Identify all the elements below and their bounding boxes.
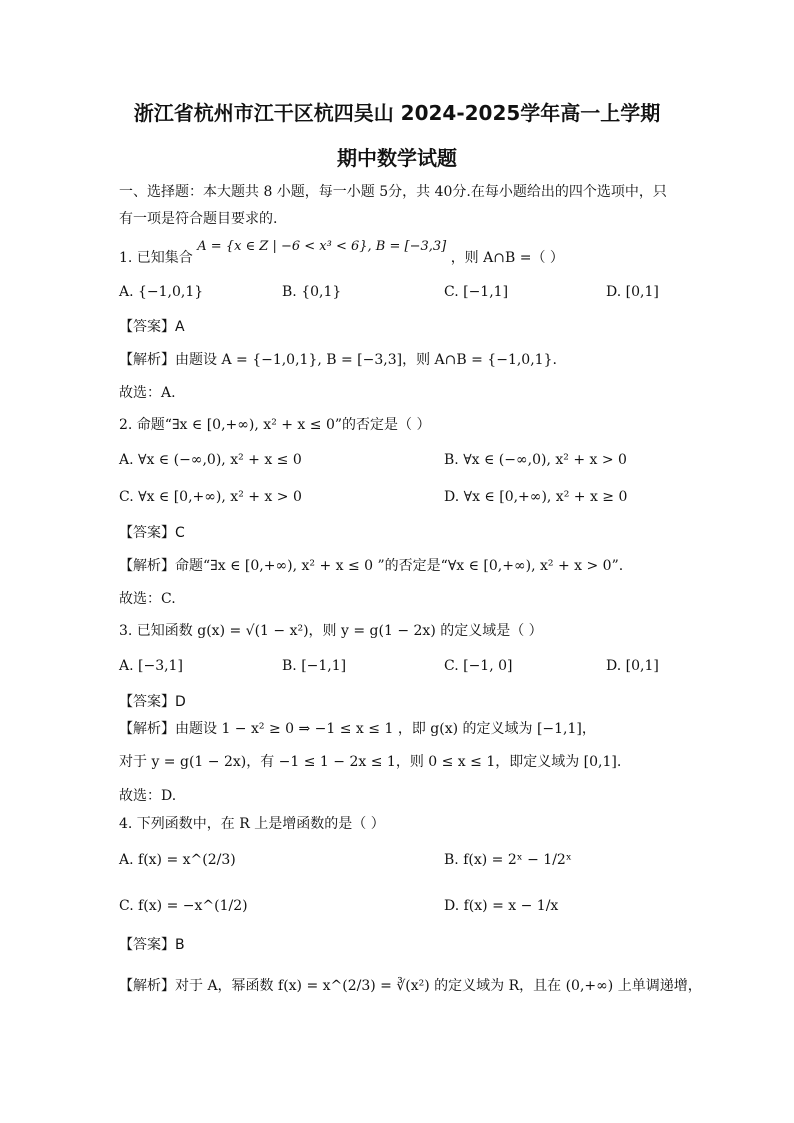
analysis-tag: 【解析】 [119,721,175,737]
choose-prefix: 故选： [119,591,161,607]
q1-choose [119,382,176,402]
q1-choose-value: A. [161,385,176,401]
q3-option-c: C. [−1, 0] [444,658,513,674]
q3-option-b: B. [−1,1] [282,658,347,674]
q1-stem-suffix: ，则 A∩B =（ ） [450,250,564,266]
q3-option-d: D. [0,1] [606,658,659,674]
page-subtitle: 期中数学试题 [337,146,457,170]
q1-option-b: B. {0,1} [282,284,342,300]
q3-choose-value: D. [161,788,177,804]
q3-answer [119,691,186,711]
q2-option-c: C. ∀x ∈ [0,+∞), x² + x > 0 [119,489,302,505]
q4-analysis [119,975,702,995]
analysis-tag: 【解析】 [119,978,175,994]
q4-answer [119,934,185,954]
q3-answer-value: D [175,694,186,710]
q2-choose-value: C. [161,591,176,607]
answer-tag: 【答案】 [119,694,175,710]
question-3-stem: 3. 已知函数 g(x) = √(1 − x²)，则 y = g(1 − 2x) 的定义域是（ ） [119,623,543,639]
q2-option-a: A. ∀x ∈ (−∞,0), x² + x ≤ 0 [119,452,302,468]
q1-answer-value: A [175,319,185,335]
q1-option-a: A. {−1,0,1} [119,284,204,300]
q2-choose [119,588,176,608]
analysis-tag: 【解析】 [119,352,175,368]
question-4-stem: 4. 下列函数中，在 R 上是增函数的是（ ） [119,816,385,832]
q3-option-a: A. [−3,1] [119,658,183,674]
q2-answer [119,522,185,542]
q2-answer-value: C [175,525,185,541]
q4-option-c: C. f(x) = −x^(1/2) [119,898,248,914]
q4-option-d: D. f(x) = x − 1/x [444,898,559,914]
q2-option-d: D. ∀x ∈ [0,+∞), x² + x ≥ 0 [444,489,628,505]
q1-analysis-text: 由题设 A = {−1,0,1}, B = [−3,3]，则 A∩B = {−1,0,1}. [175,352,557,368]
q1-answer [119,316,185,336]
choose-prefix: 故选： [119,385,161,401]
q4-option-b: B. f(x) = 2ˣ − 1/2ˣ [444,852,572,868]
analysis-tag: 【解析】 [119,558,175,574]
section-header-cont: 有一项是符合题目要求的. [119,211,278,227]
q2-analysis-text: 命题“∃x ∈ [0,+∞), x² + x ≤ 0 ”的否定是“∀x ∈ [0,+∞), x² + x > 0”. [175,558,624,574]
q4-option-a: A. f(x) = x^(2/3) [119,852,236,868]
answer-tag: 【答案】 [119,319,175,335]
q2-analysis [119,555,623,575]
q4-answer-value: B [175,937,185,953]
q2-option-b: B. ∀x ∈ (−∞,0), x² + x > 0 [444,452,627,468]
q3-choose [119,785,176,805]
q3-analysis-1 [119,718,596,738]
q3-analysis-2: 对于 y = g(1 − 2x)，有 −1 ≤ 1 − 2x ≤ 1，则 0 ≤ x ≤ 1，即定义域为 [0,1]. [119,754,622,770]
q1-set-definition: A = {x ∈ Z | −6 < x³ < 6}, B = [−3,3] [197,239,447,254]
choose-prefix: 故选： [119,788,161,804]
answer-tag: 【答案】 [119,937,175,953]
section-header: 一、选择题：本大题共 8 小题，每一小题 5分，共 40分.在每小题给出的四个选项中，只 [119,184,667,200]
answer-tag: 【答案】 [119,525,175,541]
q1-stem-prefix: 1. 已知集合 [119,250,193,266]
q1-option-c: C. [−1,1] [444,284,509,300]
q1-analysis [119,349,557,369]
q3-analysis-text-1: 由题设 1 − x² ≥ 0 ⇒ −1 ≤ x ≤ 1 ，即 g(x) 的定义域为 [−1,1]， [175,721,596,737]
page-title: 浙江省杭州市江干区杭四吴山 2024-2025学年高一上学期 [133,101,661,125]
question-1-stem [119,239,564,267]
question-2-stem: 2. 命题“∃x ∈ [0,+∞), x² + x ≤ 0”的否定是（ ） [119,417,431,433]
q1-option-d: D. [0,1] [606,284,659,300]
q4-analysis-text: 对于 A，幂函数 f(x) = x^(2/3) = ∛(x²) 的定义域为 R，且在 (0,+∞) 上单调递增， [175,978,702,994]
